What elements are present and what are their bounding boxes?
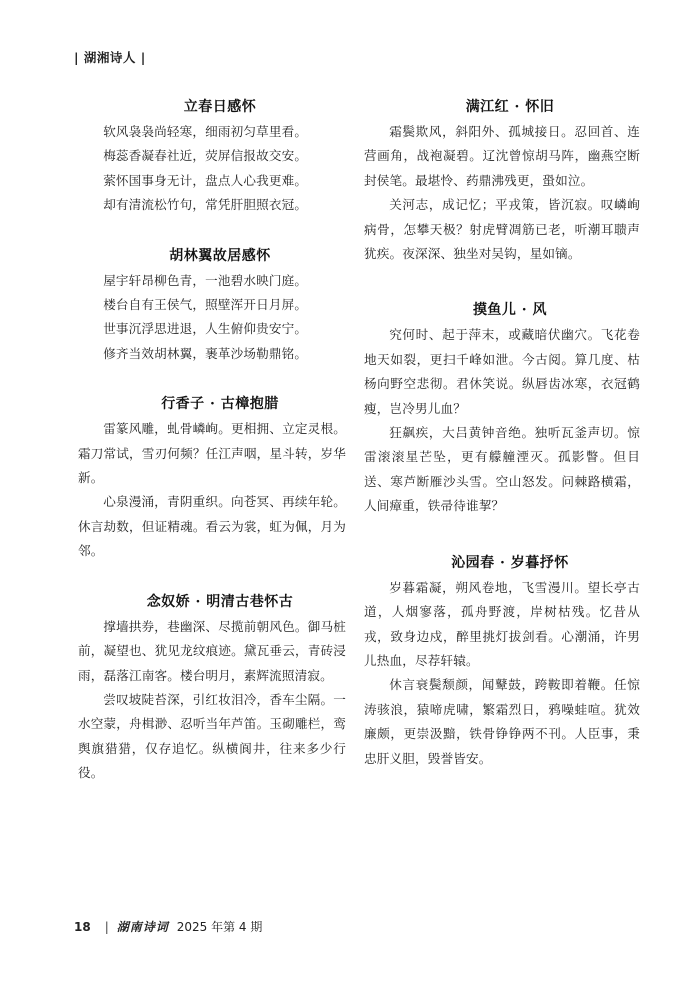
poem-line: 霜鬓欺风，斜阳外、孤城接日。忍回首、连营画角，战袍凝碧。辽沈曾惊胡马阵，幽燕空断封侯笔。最堪怜、药鼎沸残更，蛩如泣。	[364, 124, 640, 188]
poem	[364, 96, 640, 266]
poem-line: 心泉漫涌，青阴重织。向苍冥、再续年轮。休言劫数，但证精魂。看云为裳，虹为佩，月为邻。	[78, 494, 346, 559]
footer-separator: |	[104, 919, 109, 934]
poem-title: 胡林翼故居感怀	[169, 247, 271, 264]
poem-line: 萦怀国事身无计，盘点人心我更难。	[103, 172, 308, 188]
magazine-name: 湖南诗词	[116, 920, 169, 934]
poem-line: 尝叹坡陡苔深，引红妆泪冷，香车尘隔。一水空蒙，舟楫渺、忍听当年芦笛。玉砌雕栏，鸾舆旗猎猎，仅存追忆。纵横阆井，往来多少行役。	[78, 691, 346, 781]
poem-body	[78, 269, 346, 367]
poem	[78, 591, 346, 786]
poem-title: 满江红 · 怀旧	[465, 99, 555, 115]
poem-title: 念奴娇 · 明清古巷怀古	[146, 593, 294, 610]
poem-title: 摸鱼儿 · 风	[472, 302, 548, 319]
poem-line: 狂飙疾，大吕黄钟音绝。独听瓦釜声切。惊雷滚滚星芒坠，更有艨艟湮灭。孤影瞥。但目送、寒芦断雁沙头雪。空山怒发。问棘路横霜，人间瘴重，铁帚待谁挈？	[364, 425, 640, 514]
right-column	[364, 96, 640, 804]
poem-body	[364, 576, 640, 771]
poem	[78, 96, 346, 218]
poem-title: 行香子 · 古樟抱腊	[161, 396, 279, 413]
poem-body	[78, 615, 346, 786]
poem	[78, 393, 346, 563]
poem-title: 立春日感怀	[183, 99, 257, 115]
poem-body	[364, 323, 640, 518]
poem-line: 却有清流松竹句，常凭肝胆照衣冠。	[103, 197, 308, 213]
poem-line: 世事沉浮思进退，人生俯仰贵安宁。	[103, 321, 308, 337]
poem-title: 沁园春 · 岁暮抒怀	[451, 554, 569, 571]
section-header: | 湖湘诗人 |	[74, 50, 146, 65]
poem-line: 软风袅袅尚轻寒，细雨初匀草里看。	[103, 124, 308, 139]
poem-line: 撑墙拱券，巷幽深、尽揽前朝风色。御马桩前，凝望也、犹见龙纹痕迹。黛瓦垂云，青砖浸雨，磊落江南客。楼台明月，素辉流照清寂。	[78, 618, 346, 683]
page-footer	[74, 918, 262, 935]
poem-line: 楼台自有王侯气，照壁浑开日月屏。	[103, 297, 308, 313]
poem-line: 关河志，成记忆；平戎策，皆沉寂。叹嶙峋病骨，怎攀天极？射虎臂凋筋已老，听潮耳聩声犹疾。夜深深、独坐对吴钩，星如镝。	[364, 197, 640, 262]
poem	[78, 245, 346, 367]
poem-line: 修齐当效胡林翼，裹革沙场勒鼎铭。	[103, 345, 308, 361]
poem-line: 究何时、起于萍末，或藏暗伏幽穴。飞花卷地天如裂，更扫千峰如泄。今古阅。算几度、枯杨向野空悲彻。君休笑说。纵唇齿冰寒，衣冠鹤瘦，岂冷男儿血？	[364, 327, 640, 416]
poem-line: 屋宇轩昂柳色青，一池碧水映门庭。	[103, 272, 308, 288]
poem	[364, 552, 640, 771]
poem	[364, 299, 640, 518]
poem-line: 休言衰鬓颓颜，闻鼙鼓，跨鞍即着鞭。任惊涛骇浪，猿啼虎啸，繁霜烈日，鸦噪蛙喧。犹效廉颇，更崇汲黯，铁骨铮铮两不刊。人臣事，秉忠肝义胆，毁誉皆安。	[364, 677, 640, 766]
page-number: 18	[74, 919, 91, 934]
poem-line: 岁暮霜凝，朔风卷地，飞雪漫川。望长亭古道，人烟寥落，孤舟野渡，岸树枯残。忆昔从戎，致身边戍，醉里挑灯拔剑看。心潮涌，许男儿热血，尽荐轩辕。	[364, 579, 640, 668]
left-column	[78, 96, 346, 813]
issue-label: 2025 年第 4 期	[176, 920, 263, 934]
poem-line: 梅蕊香凝春社近，荧屏信报故交安。	[103, 148, 308, 164]
poem-body	[78, 417, 346, 563]
poem-line: 雷篆风雕，虬骨嶙峋。更相拥、立定灵根。霜刀常试，雪刃何频？任江声咽，星斗转，岁华新。	[78, 421, 346, 486]
poem-body	[78, 120, 346, 218]
poem-body	[364, 120, 640, 266]
